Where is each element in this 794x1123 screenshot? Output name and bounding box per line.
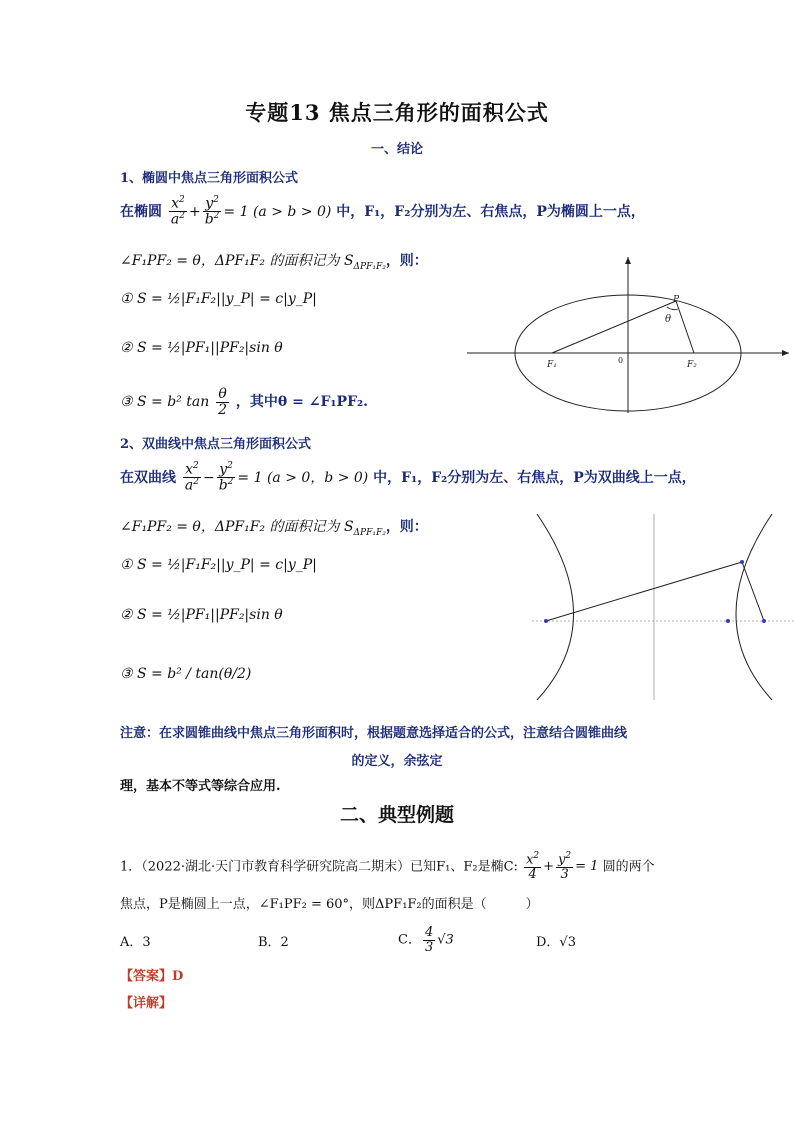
- example1-equation: $\frac{x^2}{4}$ + $\frac{y^2}{3}$ = 1: [526, 851, 599, 882]
- note-line-1: 注意：在求圆锥曲线中焦点三角形面积时，根据题意选择适合的公式，注意结合圆锥曲线: [120, 726, 628, 741]
- ellipse-label-p: P: [673, 295, 680, 305]
- ellipse-formula-3: ③ S = b² tan $\frac{\theta}{2}$ ，其中θ = ∠F₁PF₂.: [120, 386, 369, 418]
- option-c-label: C．: [398, 932, 421, 948]
- option-a[interactable]: A．3: [120, 935, 151, 950]
- detail-label: 【详解】: [120, 996, 173, 1011]
- ellipse-angle-post: ，则：: [385, 253, 428, 269]
- hyperbola-equation: $\frac{x^2}{a^2}$ − $\frac{y^2}{b^2}$ = 1: [184, 461, 267, 494]
- page-title: 专题13 焦点三角形的面积公式: [245, 100, 549, 125]
- hyperbola-formula-1: ① S = ½|F₁F₂||y_P| = c|y_P|: [120, 557, 317, 573]
- option-c[interactable]: C． $\frac{4}{3}$ √3: [398, 925, 454, 955]
- hyperbola-heading: 2、双曲线中焦点三角形面积公式: [120, 437, 312, 452]
- example1-stem-c: 焦点，P是椭圆上一点，∠F₁PF₂ = 60°，则ΔPF₁F₂的面积是（ ）: [120, 897, 539, 912]
- ellipse-formula-3-post: ，其中θ = ∠F₁PF₂.: [235, 394, 369, 411]
- ellipse-label-o: 0: [618, 356, 624, 365]
- hyperbola-figure: [532, 514, 794, 700]
- hyperbola-angle-text: ∠F₁PF₂ = θ，ΔPF₁F₂ 的面积记为 S: [120, 519, 354, 535]
- hyperbola-angle-sub: ΔPF₁F₂: [353, 527, 386, 538]
- ellipse-label-theta: θ: [665, 314, 672, 325]
- ellipse-heading: 1、椭圆中焦点三角形面积公式: [120, 171, 299, 186]
- example1-stem-b: 圆的两个: [602, 859, 655, 875]
- ellipse-formula-2: ② S = ½|PF₁||PF₂|sin θ: [120, 340, 283, 356]
- hyperbola-intro: [120, 462, 696, 494]
- option-d[interactable]: D．√3: [536, 935, 576, 950]
- ellipse-label-f2: F₂: [687, 360, 697, 370]
- ellipse-intro-pre: 在椭圆: [120, 203, 162, 220]
- ellipse-intro-post: 中，F₁，F₂分别为左、右焦点，P为椭圆上一点，: [336, 203, 645, 220]
- example1-stem: [120, 852, 655, 882]
- ellipse-formula-1: ① S = ½|F₁F₂||y_P| = c|y_P|: [120, 291, 317, 307]
- note-line-2: 的定义，余弦定: [351, 754, 443, 769]
- example1-stem-a: 1．（2022·湖北·天门市教育科学研究院高二期末）已知F₁、F₂是椭C:: [120, 859, 518, 875]
- ellipse-angle-line: [120, 250, 428, 272]
- hyperbola-angle-line: [120, 516, 428, 538]
- ellipse-equation: $\frac{x^2}{a^2}$ + $\frac{y^2}{b^2}$ = 1: [170, 195, 253, 228]
- ellipse-condition: (a > b > 0): [252, 203, 332, 220]
- ellipse-angle-sub: ΔPF₁F₂: [353, 261, 386, 272]
- hyperbola-condition: (a > 0，b > 0): [266, 469, 369, 486]
- ellipse-figure: [462, 255, 794, 415]
- ellipse-intro: [120, 196, 645, 228]
- option-b[interactable]: B．2: [258, 935, 289, 950]
- answer-label: 【答案】D: [120, 969, 184, 984]
- section-heading-conclusion: 一、结论: [370, 142, 423, 157]
- option-c-tail: √3: [437, 932, 454, 948]
- ellipse-label-f1: F₁: [547, 360, 557, 370]
- hyperbola-formula-2: ② S = ½|PF₁||PF₂|sin θ: [120, 607, 283, 623]
- hyperbola-angle-post: ，则：: [385, 519, 428, 535]
- ellipse-angle-text: ∠F₁PF₂ = θ，ΔPF₁F₂ 的面积记为 S: [120, 253, 354, 269]
- note-line-3: 理，基本不等式等综合应用.: [120, 779, 281, 794]
- hyperbola-formula-3: ③ S = b² / tan(θ/2): [120, 666, 252, 682]
- section-heading-examples: 二、典型例题: [339, 804, 454, 826]
- hyperbola-intro-post: 中，F₁，F₂分别为左、右焦点，P为双曲线上一点，: [373, 469, 696, 486]
- hyperbola-intro-pre: 在双曲线: [120, 469, 176, 486]
- ellipse-formula-3-pre: ③ S = b² tan: [120, 394, 210, 411]
